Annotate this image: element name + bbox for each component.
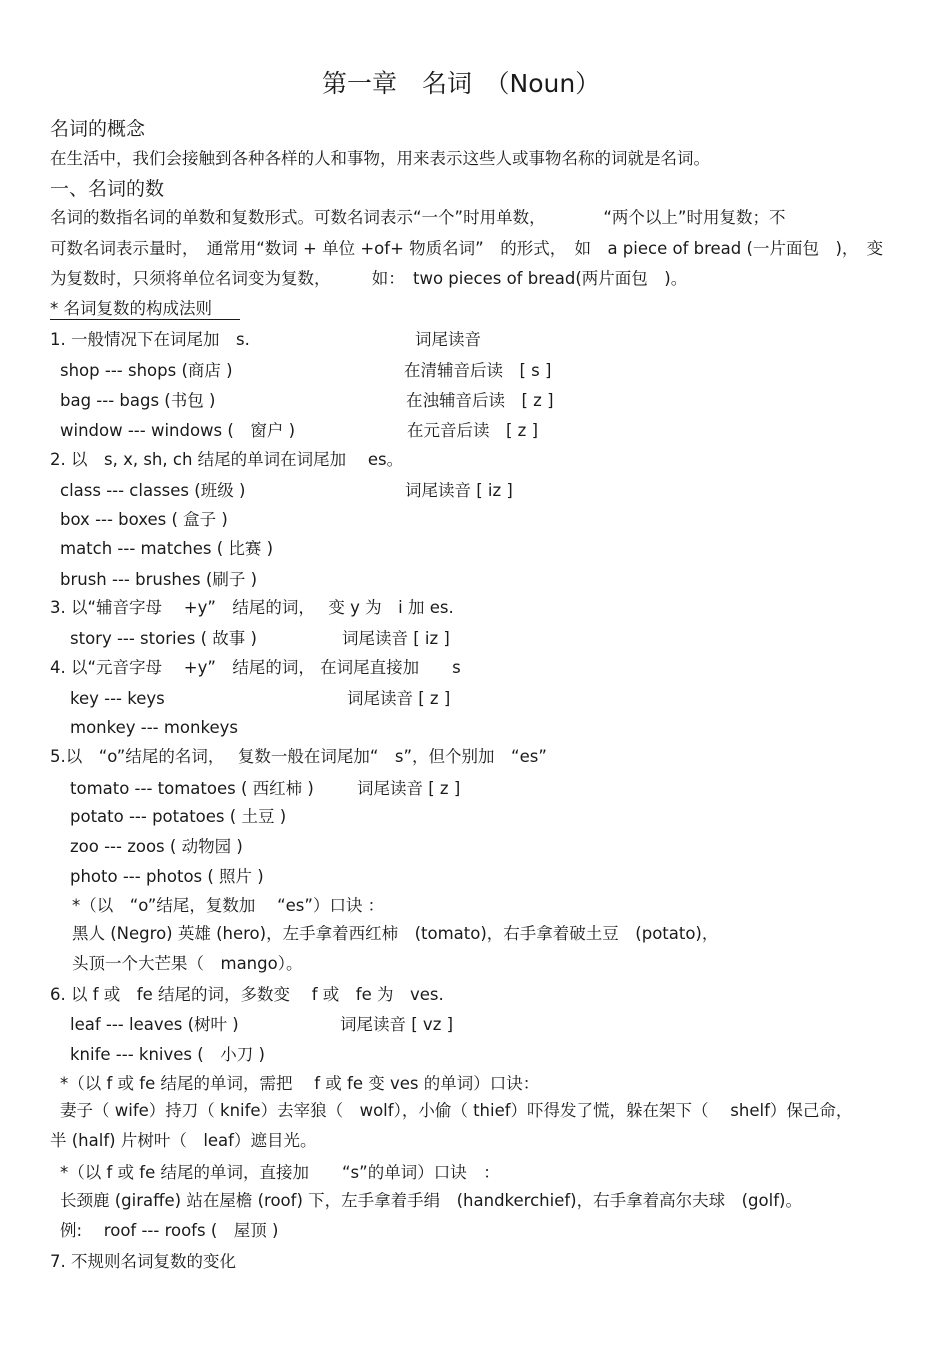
number-heading: 一、名词的数 <box>50 178 165 200</box>
rule6-example-roof: 例: roof --- roofs ( 屋顶 ) <box>60 1221 279 1240</box>
rule5-example-3: zoo --- zoos ( 动物园 ) <box>70 837 243 856</box>
rule1-line: 1. 一般情况下在词尾加 s. <box>50 330 250 349</box>
rule5-example-1: tomato --- tomatoes ( 西红柿 ) <box>70 779 314 798</box>
rule5-mnemonic-line-2: 头顶一个大芒果（ mango）。 <box>72 954 303 973</box>
rule1-example-1: shop --- shops (商店 ) <box>60 361 233 380</box>
rule6-example-2: knife --- knives ( 小刀 ) <box>70 1045 265 1064</box>
number-intro-line-3: 为复数时，只须将单位名词变为复数， 如： two pieces of bread(两片面包 )。 <box>50 269 688 288</box>
rule5-mnemonic-line-1: 黑人 (Negro) 英雄 (hero)，左手拿着西红柿 (tomato)，右手拿着破土豆 (potato)， <box>72 924 719 943</box>
concept-text: 在生活中，我们会接触到各种各样的人和事物，用来表示这些人或事物名称的词就是名词。 <box>50 149 710 168</box>
rule7-line: 7. 不规则名词复数的变化 <box>50 1252 236 1271</box>
rule1-example-1-note: 在清辅音后读 [ s ] <box>404 361 552 380</box>
rule4-example-2: monkey --- monkeys <box>70 718 238 737</box>
rule6-example-1-note: 词尾读音 [ vz ] <box>340 1015 454 1034</box>
rule5-line: 5.以 “o”结尾的名词， 复数一般在词尾加“ s”，但个别加 “es” <box>50 747 547 766</box>
rule3-line: 3. 以“辅音字母 +y” 结尾的词， 变 y 为 i 加 es. <box>50 598 454 617</box>
rule5-example-4: photo --- photos ( 照片 ) <box>70 867 264 886</box>
rule6-example-1: leaf --- leaves (树叶 ) <box>70 1015 239 1034</box>
rule4-example-1: key --- keys <box>70 689 165 708</box>
rule2-example-2: box --- boxes ( 盒子 ) <box>60 510 228 529</box>
rule3-example-note: 词尾读音 [ iz ] <box>342 629 450 648</box>
rule6-mnemonic2-text: 长颈鹿 (giraffe) 站在屋檐 (roof) 下，左手拿着手绢 (handkerchief)，右手拿着高尔夫球 (golf)。 <box>60 1191 802 1210</box>
rule5-example-2: potato --- potatoes ( 土豆 ) <box>70 807 287 826</box>
rule6-mnemonic1-line-1: 妻子（ wife）持刀（ knife）去宰狼（ wolf），小偷（ thief）吓得发了慌，躲在架下（ shelf）保己命， <box>60 1101 853 1120</box>
rule6-mnemonic1-title: *（以 f 或 fe 结尾的单词，需把 f 或 fe 变 ves 的单词）口诀： <box>60 1074 540 1093</box>
rule2-example-1-note: 词尾读音 [ iz ] <box>405 481 513 500</box>
rule6-line: 6. 以 f 或 fe 结尾的词，多数变 f 或 fe 为 ves. <box>50 985 444 1004</box>
rule2-example-1: class --- classes (班级 ) <box>60 481 246 500</box>
rule6-mnemonic2-title: *（以 f 或 fe 结尾的单词，直接加 “s”的单词）口诀 ： <box>60 1163 500 1182</box>
rule2-example-3: match --- matches ( 比赛 ) <box>60 539 274 558</box>
rules-heading: * 名词复数的构成法则 <box>50 299 212 318</box>
rule1-example-2: bag --- bags (书包 ) <box>60 391 216 410</box>
rule6-mnemonic1-line-2: 半 (half) 片树叶（ leaf）遮目光。 <box>50 1131 317 1150</box>
rule1-example-3-note: 在元音后读 [ z ] <box>407 421 539 440</box>
rule4-example-1-note: 词尾读音 [ z ] <box>347 689 451 708</box>
rule5-example-1-note: 词尾读音 [ z ] <box>357 779 461 798</box>
page-title: 第一章 名词 （Noun） <box>322 69 601 98</box>
rule3-example: story --- stories ( 故事 ) <box>70 629 257 648</box>
rules-heading-underline <box>50 319 240 320</box>
rule1-example-2-note: 在浊辅音后读 [ z ] <box>406 391 554 410</box>
rule5-mnemonic-title: *（以 “o”结尾，复数加 “es”）口诀 ： <box>72 896 385 915</box>
number-intro-line-2: 可数名词表示量时， 通常用“数词 + 单位 +of+ 物质名词” 的形式， 如 a piece of bread (一片面包 )， 变 <box>50 239 884 258</box>
rule2-example-4: brush --- brushes (刷子 ) <box>60 570 258 589</box>
rule4-line: 4. 以“元音字母 +y” 结尾的词， 在词尾直接加 s <box>50 658 461 677</box>
concept-heading: 名词的概念 <box>50 118 146 140</box>
rule2-line: 2. 以 s, x, sh, ch 结尾的单词在词尾加 es。 <box>50 450 404 469</box>
rule1-note: 词尾读音 <box>415 330 481 349</box>
number-intro-line-1: 名词的数指名词的单数和复数形式。可数名词表示“一个”时用单数， “两个以上”时用复数；不 <box>50 208 786 227</box>
rule1-example-3: window --- windows ( 窗户 ) <box>60 421 296 440</box>
